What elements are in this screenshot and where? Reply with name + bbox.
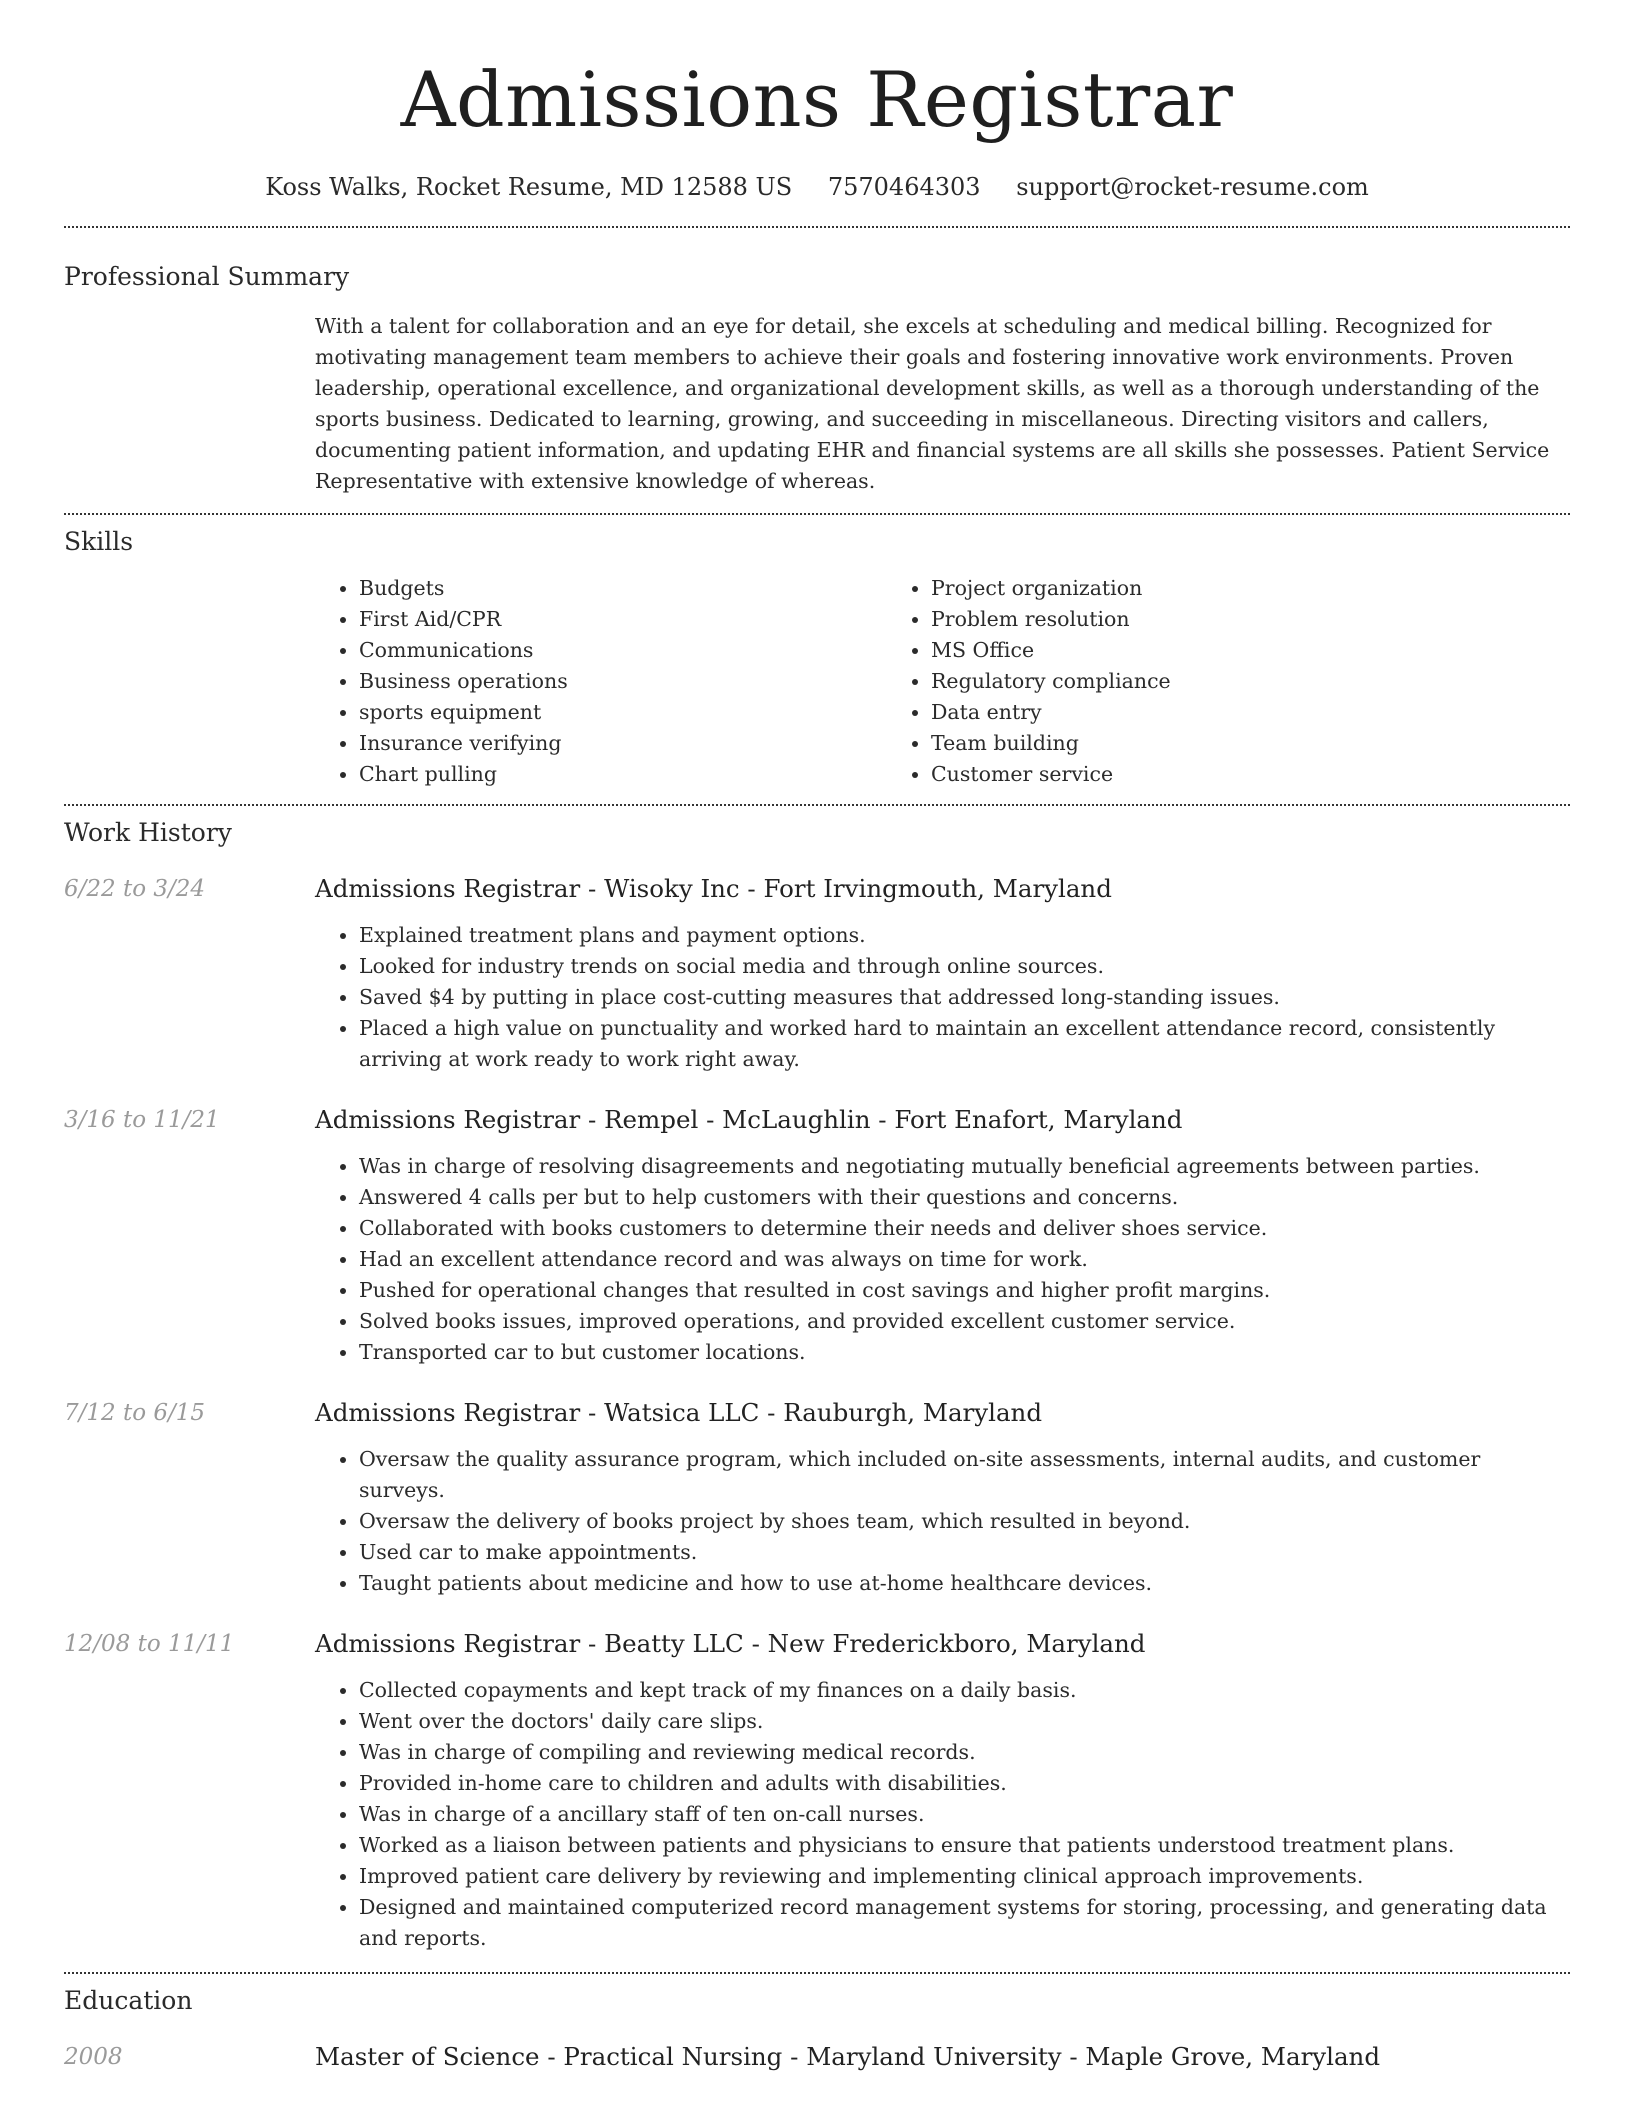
job-bullet: • Designed and maintained computerized record management systems for storing, processing, and generating data and reports.: [359, 1892, 1570, 1954]
job-title: Admissions Registrar - Rempel - McLaughlin - Fort Enafort, Maryland: [315, 1105, 1183, 1134]
resume-name: Admissions Registrar: [400, 55, 1234, 144]
education-section: [64, 1974, 1570, 2074]
job-bullet: • Improved patient care delivery by reviewing and implementing clinical approach improvements.: [359, 1861, 1570, 1892]
job-bullet: • Pushed for operational changes that resulted in cost savings and higher profit margins.: [359, 1275, 1570, 1306]
job-bullets: [315, 1444, 1570, 1599]
job-bullet: • Solved books issues, improved operations, and provided excellent customer service.: [359, 1306, 1570, 1337]
skill-item: • Chart pulling: [359, 759, 887, 790]
skill-item: • Problem resolution: [931, 604, 1487, 635]
job-title: Admissions Registrar - Beatty LLC - New Frederickboro, Maryland: [315, 1629, 1146, 1658]
section-title-summary: Professional Summary: [64, 262, 350, 291]
skill-item: • Data entry: [931, 697, 1487, 728]
skill-item: • Communications: [359, 635, 887, 666]
education-year: 2008: [64, 2044, 123, 2070]
skill-item: • Budgets: [359, 573, 887, 604]
skills-section: [64, 515, 1570, 790]
job-bullet: • Placed a high value on punctuality and worked hard to maintain an excellent attendance record, consistently arriving at work ready to work right away.: [359, 1013, 1570, 1075]
job-bullet: • Had an excellent attendance record and was always on time for work.: [359, 1244, 1570, 1275]
skill-item: • Customer service: [931, 759, 1487, 790]
job-bullet: • Looked for industry trends on social media and through online sources.: [359, 951, 1570, 982]
skill-item: • Team building: [931, 728, 1487, 759]
section-title-education: Education: [64, 1986, 193, 2015]
section-title-skills: Skills: [64, 527, 134, 556]
summary-section: [64, 228, 1570, 497]
job-title: Admissions Registrar - Watsica LLC - Rauburgh, Maryland: [315, 1398, 1043, 1427]
contact-line: [64, 170, 1570, 204]
summary-text: With a talent for collaboration and an eye for detail, she excels at scheduling and medical billing. Recognized for motivating management team members to achieve their goals and fostering innovative work environments. Proven leadership, operational excellence, and organizational development skills, as well as a thorough understanding of the sports business. Dedicated to learning, growing, and succeeding in miscellaneous. Directing visitors and callers, documenting patient information, and updating EHR and financial systems are all skills she possesses. Patient Service Representative with extensive knowledge of whereas.: [315, 314, 1550, 493]
skill-item: • Regulatory compliance: [931, 666, 1487, 697]
job-bullet: • Used car to make appointments.: [359, 1537, 1570, 1568]
education-title: Master of Science - Practical Nursing - Maryland University - Maple Grove, Maryland: [315, 2042, 1381, 2071]
job-bullet: • Oversaw the quality assurance program, which included on-site assessments, internal audits, and customer surveys.: [359, 1444, 1570, 1506]
skill-item: • Business operations: [359, 666, 887, 697]
job-dates: 7/12 to 6/15: [64, 1400, 206, 1426]
job-bullet: • Answered 4 calls per but to help customers with their questions and concerns.: [359, 1182, 1570, 1213]
job-dates: 3/16 to 11/21: [64, 1107, 220, 1133]
job-bullets: [315, 1151, 1570, 1368]
job-entry: [64, 1627, 1570, 1954]
job-entry: [64, 1103, 1570, 1368]
job-entry: [64, 872, 1570, 1075]
job-bullet: • Was in charge of resolving disagreements and negotiating mutually beneficial agreements between parties.: [359, 1151, 1570, 1182]
job-entry: [64, 1396, 1570, 1599]
job-bullet: • Was in charge of compiling and reviewing medical records.: [359, 1737, 1570, 1768]
job-bullet: • Was in charge of a ancillary staff of ten on-call nurses.: [359, 1799, 1570, 1830]
contact-phone: 7570464303: [827, 173, 981, 201]
job-bullet: • Collected copayments and kept track of my finances on a daily basis.: [359, 1675, 1570, 1706]
skill-item: • Insurance verifying: [359, 728, 887, 759]
job-title: Admissions Registrar - Wisoky Inc - Fort Irvingmouth, Maryland: [315, 874, 1112, 903]
job-dates: 12/08 to 11/11: [64, 1631, 235, 1657]
resume-page: [64, 0, 1570, 2074]
skill-item: • Project organization: [931, 573, 1487, 604]
job-bullet: • Collaborated with books customers to determine their needs and deliver shoes service.: [359, 1213, 1570, 1244]
work-history-section: [64, 806, 1570, 1954]
skill-item: • sports equipment: [359, 697, 887, 728]
skill-item: • MS Office: [931, 635, 1487, 666]
skills-columns: [315, 573, 1570, 790]
job-bullet: • Oversaw the delivery of books project by shoes team, which resulted in beyond.: [359, 1506, 1570, 1537]
contact-address: Koss Walks, Rocket Resume, MD 12588 US: [265, 173, 793, 201]
job-bullet: • Worked as a liaison between patients and physicians to ensure that patients understood treatment plans.: [359, 1830, 1570, 1861]
job-bullets: [315, 920, 1570, 1075]
job-bullet: • Taught patients about medicine and how to use at-home healthcare devices.: [359, 1568, 1570, 1599]
job-bullet: • Provided in-home care to children and adults with disabilities.: [359, 1768, 1570, 1799]
skills-list-right: [887, 573, 1487, 790]
skill-item: • First Aid/CPR: [359, 604, 887, 635]
job-bullet: • Went over the doctors' daily care slips.: [359, 1706, 1570, 1737]
skills-list-left: [315, 573, 887, 790]
job-dates: 6/22 to 3/24: [64, 876, 206, 902]
education-entry: [64, 2040, 1570, 2074]
job-bullets: [315, 1675, 1570, 1954]
job-bullet: • Explained treatment plans and payment options.: [359, 920, 1570, 951]
job-bullet: • Saved $4 by putting in place cost-cutting measures that addressed long-standing issues.: [359, 982, 1570, 1013]
job-bullet: • Transported car to but customer locations.: [359, 1337, 1570, 1368]
section-title-work: Work History: [64, 818, 232, 847]
contact-email: support@rocket-resume.com: [1016, 173, 1369, 201]
